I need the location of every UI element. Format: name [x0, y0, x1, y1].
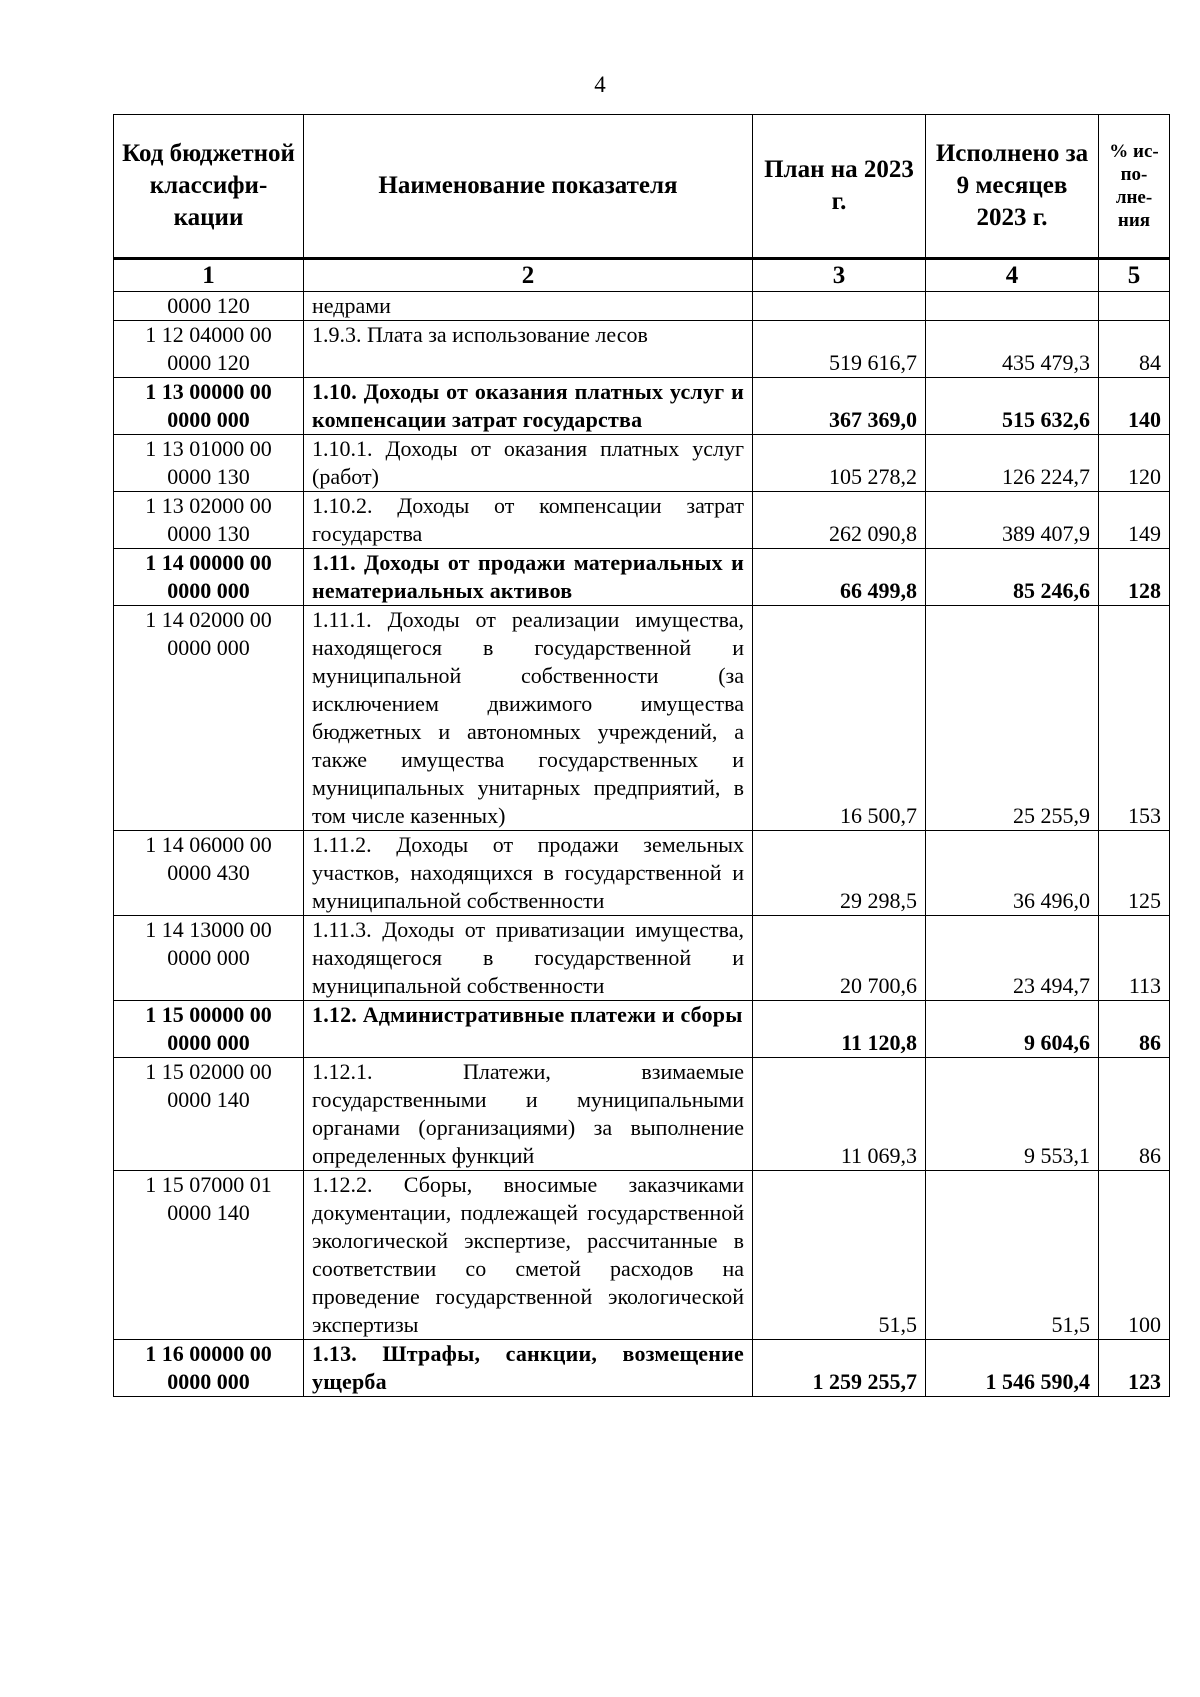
row-executed: 25 255,9 [926, 606, 1099, 831]
row-name: 1.12.2. Сборы, вносимые заказчиками документации, подлежащей государственной экологической экспертизе, рассчитанные в соответствии со сметой расходов на проведение государственной экологической экспертизы [304, 1171, 753, 1340]
row-executed: 51,5 [926, 1171, 1099, 1340]
row-percent: 125 [1099, 831, 1170, 916]
row-plan: 16 500,7 [753, 606, 926, 831]
table-row [114, 606, 1170, 831]
row-executed: 9 604,6 [926, 1001, 1099, 1058]
row-percent: 128 [1099, 549, 1170, 606]
budget-table [113, 114, 1170, 1397]
column-number: 2 [304, 259, 753, 292]
row-plan: 11 069,3 [753, 1058, 926, 1171]
table-row [114, 1340, 1170, 1397]
row-code: 1 14 00000 00 0000 000 [114, 549, 304, 606]
row-code: 0000 120 [114, 292, 304, 321]
header-percent: % ис-по-лне-ния [1099, 115, 1170, 259]
row-code: 1 13 02000 00 0000 130 [114, 492, 304, 549]
row-name: 1.12.1. Платежи, взимаемые государственными и муниципальными органами (организациями) за выполнение определенных функций [304, 1058, 753, 1171]
row-percent: 86 [1099, 1001, 1170, 1058]
row-name: 1.12. Административные платежи и сборы [304, 1001, 753, 1058]
row-name: 1.11.2. Доходы от продажи земельных участков, находящихся в государственной и муниципальной собственности [304, 831, 753, 916]
row-executed: 1 546 590,4 [926, 1340, 1099, 1397]
row-executed: 23 494,7 [926, 916, 1099, 1001]
row-executed: 9 553,1 [926, 1058, 1099, 1171]
row-percent: 86 [1099, 1058, 1170, 1171]
row-executed: 515 632,6 [926, 378, 1099, 435]
row-executed: 85 246,6 [926, 549, 1099, 606]
row-code: 1 13 00000 00 0000 000 [114, 378, 304, 435]
column-number: 5 [1099, 259, 1170, 292]
row-code: 1 14 02000 00 0000 000 [114, 606, 304, 831]
row-code: 1 14 06000 00 0000 430 [114, 831, 304, 916]
row-code: 1 16 00000 00 0000 000 [114, 1340, 304, 1397]
row-name: 1.11.1. Доходы от реализации имущества, находящегося в государственной и муниципальной собственности (за исключением движимого имущества бюджетных и автономных учреждений, а также имущества государственных и муниципальных унитарных предприятий, в том числе казенных) [304, 606, 753, 831]
row-percent: 120 [1099, 435, 1170, 492]
row-percent: 113 [1099, 916, 1170, 1001]
row-percent: 100 [1099, 1171, 1170, 1340]
table-row [114, 1001, 1170, 1058]
row-plan: 20 700,6 [753, 916, 926, 1001]
table-row [114, 549, 1170, 606]
row-percent: 84 [1099, 321, 1170, 378]
row-percent: 123 [1099, 1340, 1170, 1397]
table-row [114, 1058, 1170, 1171]
row-plan: 519 616,7 [753, 321, 926, 378]
row-executed: 389 407,9 [926, 492, 1099, 549]
row-plan: 66 499,8 [753, 549, 926, 606]
row-plan: 1 259 255,7 [753, 1340, 926, 1397]
table-row [114, 492, 1170, 549]
row-executed [926, 292, 1099, 321]
column-number-row [114, 259, 1170, 292]
row-name: 1.11. Доходы от продажи материальных и нематериальных активов [304, 549, 753, 606]
row-executed: 36 496,0 [926, 831, 1099, 916]
row-plan: 29 298,5 [753, 831, 926, 916]
row-executed: 126 224,7 [926, 435, 1099, 492]
row-name: 1.10.1. Доходы от оказания платных услуг (работ) [304, 435, 753, 492]
row-name: 1.9.3. Плата за использование лесов [304, 321, 753, 378]
row-percent [1099, 292, 1170, 321]
header-executed: Исполнено за 9 месяцев 2023 г. [926, 115, 1099, 259]
row-percent: 140 [1099, 378, 1170, 435]
column-number: 1 [114, 259, 304, 292]
row-name: 1.10.2. Доходы от компенсации затрат государства [304, 492, 753, 549]
row-code: 1 15 00000 00 0000 000 [114, 1001, 304, 1058]
table-row [114, 831, 1170, 916]
table-row [114, 378, 1170, 435]
row-executed: 435 479,3 [926, 321, 1099, 378]
page-number: 4 [594, 72, 606, 97]
row-plan: 11 120,8 [753, 1001, 926, 1058]
table-row [114, 916, 1170, 1001]
row-plan: 262 090,8 [753, 492, 926, 549]
row-plan: 367 369,0 [753, 378, 926, 435]
table-row [114, 292, 1170, 321]
row-plan: 51,5 [753, 1171, 926, 1340]
row-percent: 153 [1099, 606, 1170, 831]
row-code: 1 13 01000 00 0000 130 [114, 435, 304, 492]
row-name: 1.11.3. Доходы от приватизации имущества, находящегося в государственной и муниципальной собственности [304, 916, 753, 1001]
header-plan: План на 2023 г. [753, 115, 926, 259]
row-code: 1 15 02000 00 0000 140 [114, 1058, 304, 1171]
row-plan: 105 278,2 [753, 435, 926, 492]
column-number: 4 [926, 259, 1099, 292]
header-name: Наименование показателя [304, 115, 753, 259]
table-header-row [114, 115, 1170, 259]
row-name: 1.10. Доходы от оказания платных услуг и компенсации затрат государства [304, 378, 753, 435]
header-code: Код бюджетной классифи-кации [114, 115, 304, 259]
table-row [114, 435, 1170, 492]
row-code: 1 15 07000 01 0000 140 [114, 1171, 304, 1340]
row-name: 1.13. Штрафы, санкции, возмещение ущерба [304, 1340, 753, 1397]
table-row [114, 321, 1170, 378]
row-plan [753, 292, 926, 321]
row-percent: 149 [1099, 492, 1170, 549]
row-code: 1 12 04000 00 0000 120 [114, 321, 304, 378]
table-row [114, 1171, 1170, 1340]
row-code: 1 14 13000 00 0000 000 [114, 916, 304, 1001]
column-number: 3 [753, 259, 926, 292]
row-name: недрами [304, 292, 753, 321]
